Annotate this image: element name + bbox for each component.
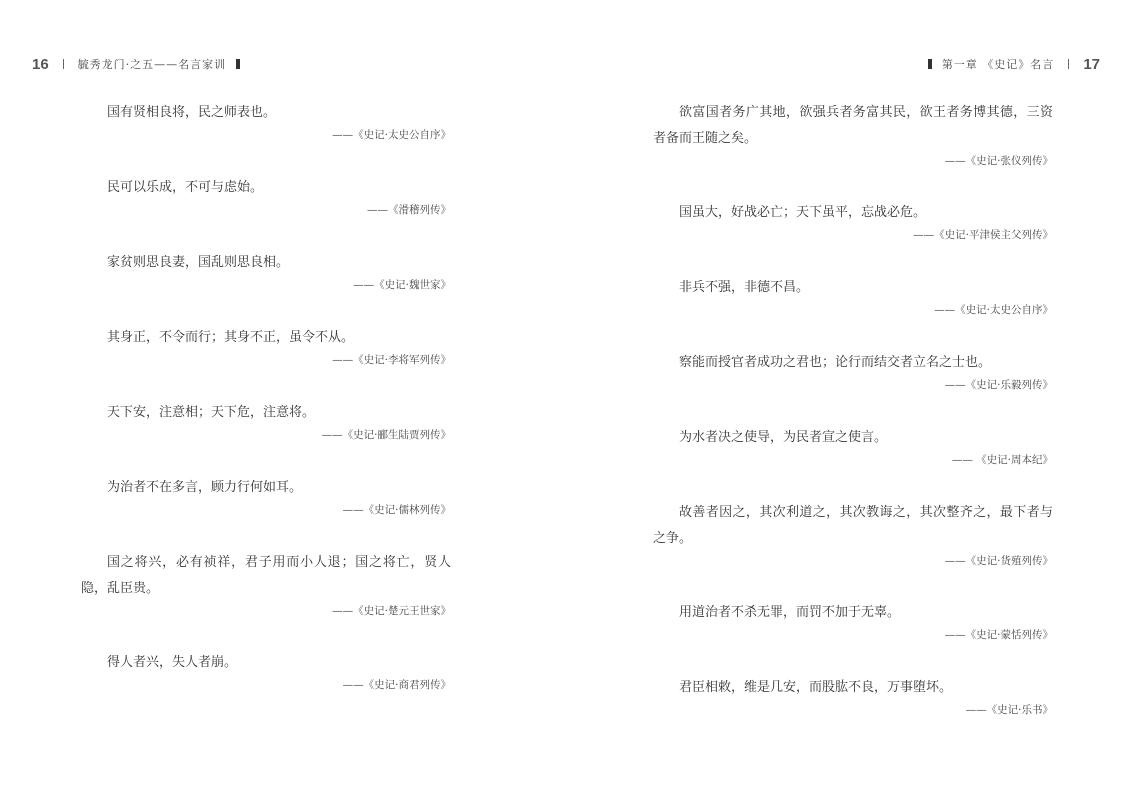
- quote-source: ——《史记·儒林列传》: [342, 504, 451, 516]
- quote-source: ——《史记·太史公自序》: [332, 129, 451, 141]
- quote-entry: [653, 350, 1053, 425]
- quote-text: 其身正，不令而行；其身不正，虽令不从。: [107, 330, 355, 345]
- quote-source: ——《史记·商君列传》: [342, 679, 451, 691]
- quote-entry: [653, 675, 1053, 750]
- quote-text: 国虽大，好战必亡；天下虽平，忘战必危。: [679, 205, 927, 220]
- header-divider: [63, 59, 64, 69]
- right-page-header: [918, 52, 1100, 76]
- quote-text: 用道治者不杀无罪，而罚不加于无辜。: [679, 605, 901, 620]
- quote-text: 欲富国者务广其地，欲强兵者务富其民，欲王者务博其德，三资者备而王随之矣。: [653, 105, 1053, 146]
- quote-entry: [81, 400, 451, 475]
- left-page-header: [32, 52, 250, 76]
- quote-source: ——《史记·李将军列传》: [332, 354, 451, 366]
- quote-entry: [81, 475, 451, 550]
- quote-entry: [81, 650, 451, 725]
- page-number: 17: [1083, 55, 1100, 73]
- quote-entry: [81, 100, 451, 175]
- quote-text: 故善者因之，其次利道之，其次教诲之，其次整齐之，最下者与之争。: [653, 505, 1053, 546]
- quote-text: 君臣相敕，维是几安，而股肱不良，万事堕坏。: [679, 680, 953, 695]
- quote-entry: [653, 100, 1053, 200]
- quote-entry: [81, 175, 451, 250]
- quote-source: —— 《史记·周本纪》: [951, 454, 1053, 466]
- quote-source: ——《史记·平津侯主父列传》: [913, 229, 1053, 241]
- quote-source: ——《史记·货殖列传》: [944, 555, 1053, 567]
- quote-entry: [81, 250, 451, 325]
- quote-text: 为治者不在多言，顾力行何如耳。: [107, 480, 303, 495]
- quote-entry: [653, 200, 1053, 275]
- quote-entry: [81, 550, 451, 650]
- quote-text: 国之将兴，必有祯祥，君子用而小人退；国之将亡，贤人隐，乱臣贵。: [81, 555, 451, 596]
- quote-entry: [81, 325, 451, 400]
- right-page: [566, 0, 1132, 799]
- quote-entry: [653, 275, 1053, 350]
- quote-text: 民可以乐成，不可与虑始。: [107, 180, 264, 195]
- quote-list: [653, 100, 1053, 750]
- quote-entry: [653, 600, 1053, 675]
- quote-text: 察能而授官者成功之君也；论行而结交者立名之士也。: [679, 355, 992, 370]
- quote-source: ——《史记·乐书》: [965, 704, 1053, 716]
- quote-text: 国有贤相良将，民之师表也。: [107, 105, 277, 120]
- quote-source: ——《史记·张仪列传》: [944, 155, 1053, 167]
- quote-entry: [653, 500, 1053, 600]
- quote-text: 非兵不强，非德不昌。: [679, 280, 810, 295]
- quote-source: ——《滑稽列传》: [367, 204, 451, 216]
- quote-source: ——《史记·魏世家》: [353, 279, 451, 291]
- quote-text: 天下安，注意相；天下危，注意将。: [107, 405, 316, 420]
- quote-text: 家贫则思良妻，国乱则思良相。: [107, 255, 290, 270]
- page-number: 16: [32, 55, 49, 73]
- quote-text: 为水者决之使导，为民者宣之使言。: [679, 430, 888, 445]
- quote-source: ——《史记·郦生陆贾列传》: [321, 429, 451, 441]
- quote-source: ——《史记·蒙恬列传》: [944, 629, 1053, 641]
- quote-list: [81, 100, 451, 725]
- running-title: 第一章 《史记》名言: [941, 58, 1055, 71]
- header-marker: [928, 59, 932, 69]
- quote-source: ——《史记·楚元王世家》: [332, 605, 451, 617]
- quote-text: 得人者兴，失人者崩。: [107, 655, 238, 670]
- left-page: [0, 0, 566, 799]
- running-title: 毓秀龙门·之五——名言家训: [77, 58, 227, 71]
- quote-source: ——《史记·太史公自序》: [934, 304, 1053, 316]
- header-marker: [236, 59, 240, 69]
- header-divider: [1068, 59, 1069, 69]
- quote-source: ——《史记·乐毅列传》: [944, 379, 1053, 391]
- quote-entry: [653, 425, 1053, 500]
